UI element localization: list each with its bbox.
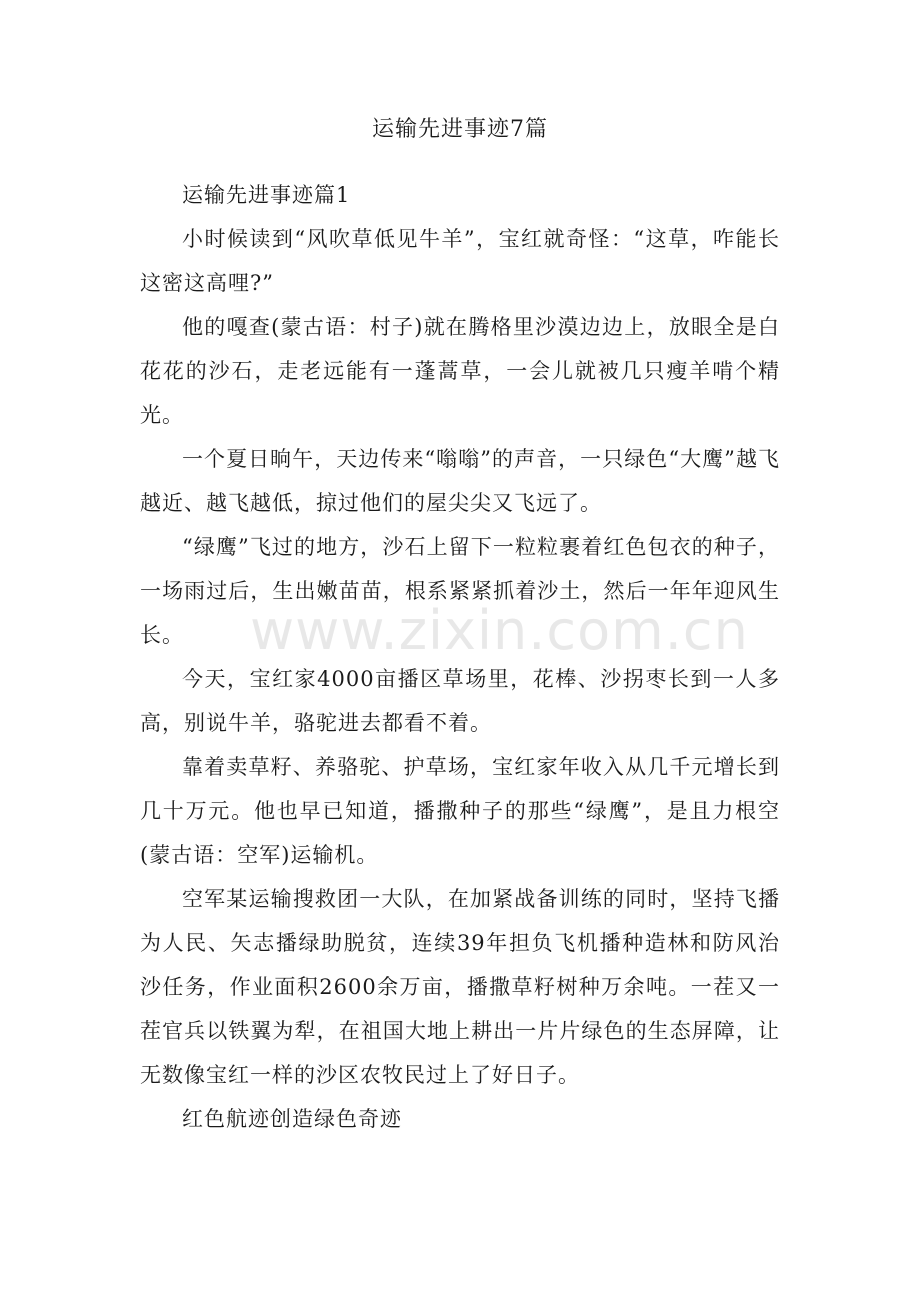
paragraph: 一个夏日晌午，天边传来“嗡嗡”的声音，一只绿色“大鹰”越飞越近、越飞越低，掠过他们的屋尖尖又飞远了。: [140, 447, 780, 515]
section-heading: 运输先进事迹篇1: [182, 183, 351, 207]
paragraph: 今天，宝红家4000亩播区草场里，花棒、沙拐枣长到一人多高，别说牛羊，骆驼进去都看不着。: [140, 667, 780, 735]
paragraph: 他的嘎查(蒙古语：村子)就在腾格里沙漠边边上，放眼全是白花花的沙石，走老远能有一蓬蒿草，一会儿就被几只瘦羊啃个精光。: [140, 315, 780, 427]
subheading: 红色航迹创造绿色奇迹: [182, 1107, 402, 1131]
paragraph: “绿鹰”飞过的地方，沙石上留下一粒粒裹着红色包衣的种子，一场雨过后，生出嫩苗苗，根系紧紧抓着沙土，然后一年年迎风生长。: [140, 535, 780, 647]
document-body: [140, 173, 780, 1141]
paragraph: 靠着卖草籽、养骆驼、护草场，宝红家年收入从几千元增长到几十万元。他也早已知道，播撒种子的那些“绿鹰”，是且力根空(蒙古语：空军)运输机。: [140, 755, 780, 867]
document-title: 运输先进事迹7篇: [372, 117, 548, 142]
watermark: www.zixin.com.cn: [250, 599, 749, 662]
paragraph: 空军某运输搜救团一大队，在加紧战备训练的同时，坚持飞播为人民、矢志播绿助脱贫，连续39年担负飞机播种造林和防风治沙任务，作业面积2600余万亩，播撒草籽树种万余吨。一茬又一茬官兵以铁翼为犁，在祖国大地上耕出一片片绿色的生态屏障，让无数像宝红一样的沙区农牧民过上了好日子。: [140, 887, 780, 1087]
paragraph: 小时候读到“风吹草低见牛羊”，宝红就奇怪：“这草，咋能长这密这高哩?”: [140, 227, 780, 295]
